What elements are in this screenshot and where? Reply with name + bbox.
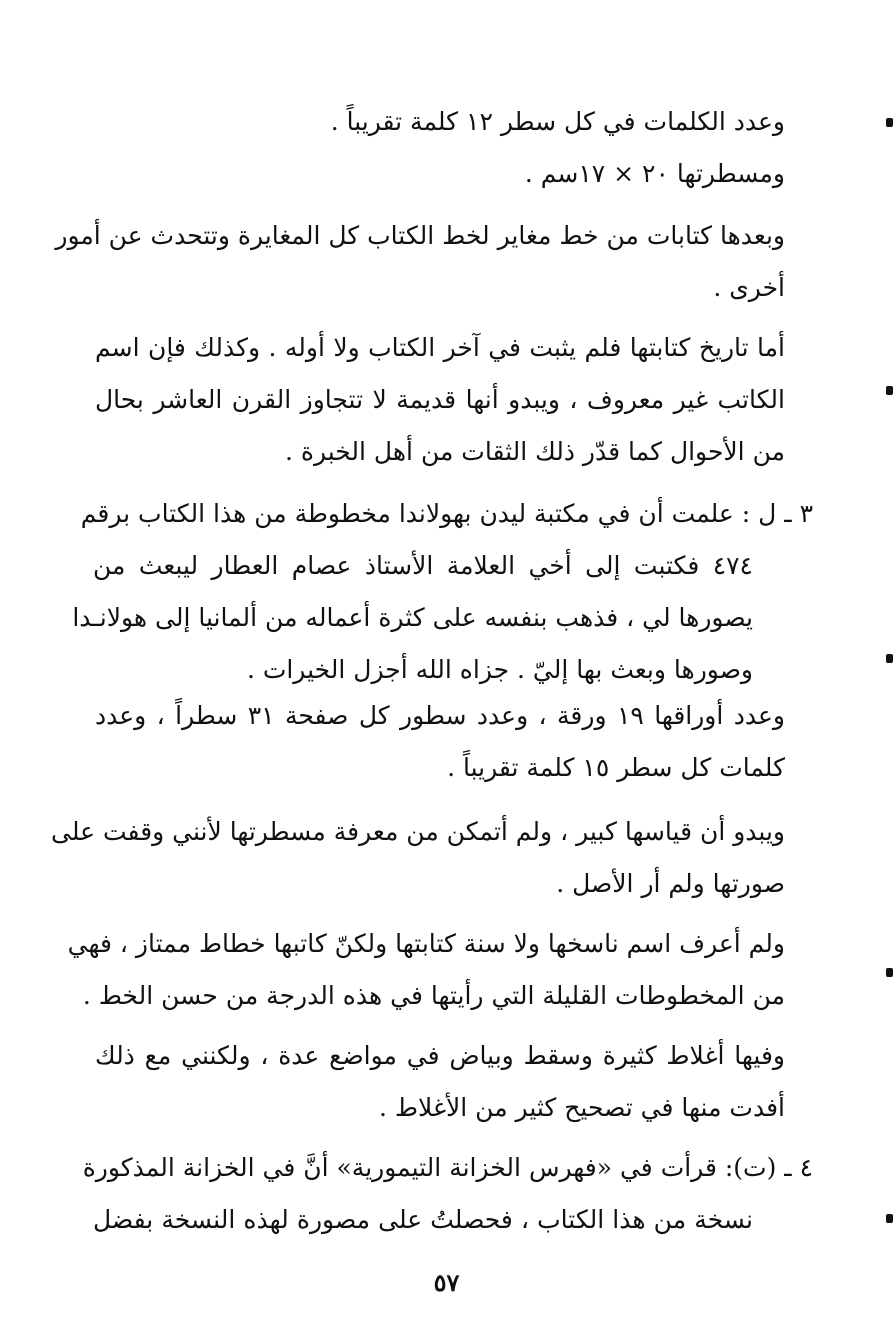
text-line: وعدد أوراقها ١٩ ورقة ، وعدد سطور كل صفحة ٣١ سطراً ، وعدد	[95, 701, 785, 730]
text-line: ٤٧٤ فكتبت إلى أخي العلامة الأستاذ عصام العطار ليبعث من	[93, 551, 753, 580]
edge-mark	[886, 1214, 893, 1223]
numbered-item-3	[72, 488, 813, 696]
text-line: وعدد الكلمات في كل سطر ١٢ كلمة تقريباً .	[330, 107, 785, 136]
text-line: ومسطرتها ٢٠ × ١٧سم .	[524, 159, 785, 188]
text-line: من المخطوطات القليلة التي رأيتها في هذه الدرجة من حسن الخط .	[82, 981, 785, 1010]
text-line: ٣ ـ ل : علمت أن في مكتبة ليدن بهولاندا مخطوطة من هذا الكتاب برقم	[80, 499, 813, 528]
text-line: ٤ ـ (ت): قرأت في «فهرس الخزانة التيمورية» أنَّ في الخزانة المذكورة	[82, 1153, 813, 1182]
page-number: ٥٧	[433, 1268, 460, 1297]
text-line: وصورها وبعث بها إليّ . جزاه الله أجزل الخيرات .	[246, 655, 753, 684]
paragraph-1	[95, 96, 785, 200]
paragraph-3	[95, 322, 785, 478]
paragraph-7	[67, 918, 785, 1022]
paragraph-5	[95, 690, 785, 794]
edge-mark	[886, 386, 893, 395]
edge-mark	[886, 654, 893, 663]
text-line: كلمات كل سطر ١٥ كلمة تقريباً .	[447, 753, 785, 782]
edge-mark	[886, 968, 893, 977]
text-line: ولم أعرف اسم ناسخها ولا سنة كتابتها ولكنّ كاتبها خطاط ممتاز ، فهي	[67, 929, 785, 958]
paragraph-6	[51, 806, 785, 910]
text-line: أخرى .	[713, 273, 785, 302]
edge-mark	[886, 118, 893, 127]
paragraph-8	[95, 1030, 785, 1134]
text-line: ويبدو أن قياسها كبير ، ولم أتمكن من معرفة مسطرتها لأنني وقفت على	[51, 817, 785, 846]
text-line: أفدت منها في تصحيح كثير من الأغلاط .	[379, 1093, 785, 1122]
text-line: وبعدها كتابات من خط مغاير لخط الكتاب كل المغايرة وتتحدث عن أمور	[55, 221, 785, 250]
numbered-item-4	[82, 1142, 813, 1246]
text-line: من الأحوال كما قدّر ذلك الثقات من أهل الخبرة .	[284, 437, 785, 466]
paragraph-2	[55, 210, 785, 314]
text-line: الكاتب غير معروف ، ويبدو أنها قديمة لا تتجاوز القرن العاشر بحال	[95, 385, 785, 414]
text-line: أما تاريخ كتابتها فلم يثبت في آخر الكتاب ولا أوله . وكذلك فإن اسم	[95, 333, 785, 362]
text-line: يصورها لي ، فذهب بنفسه على كثرة أعماله من ألمانيا إلى هولانـدا	[72, 603, 753, 632]
text-line: نسخة من هذا الكتاب ، فحصلتُ على مصورة لهذه النسخة بفضل	[93, 1205, 753, 1234]
text-line: وفيها أغلاط كثيرة وسقط وبياض في مواضع عدة ، ولكنني مع ذلك	[95, 1041, 785, 1070]
text-line: صورتها ولم أر الأصل .	[556, 869, 785, 898]
